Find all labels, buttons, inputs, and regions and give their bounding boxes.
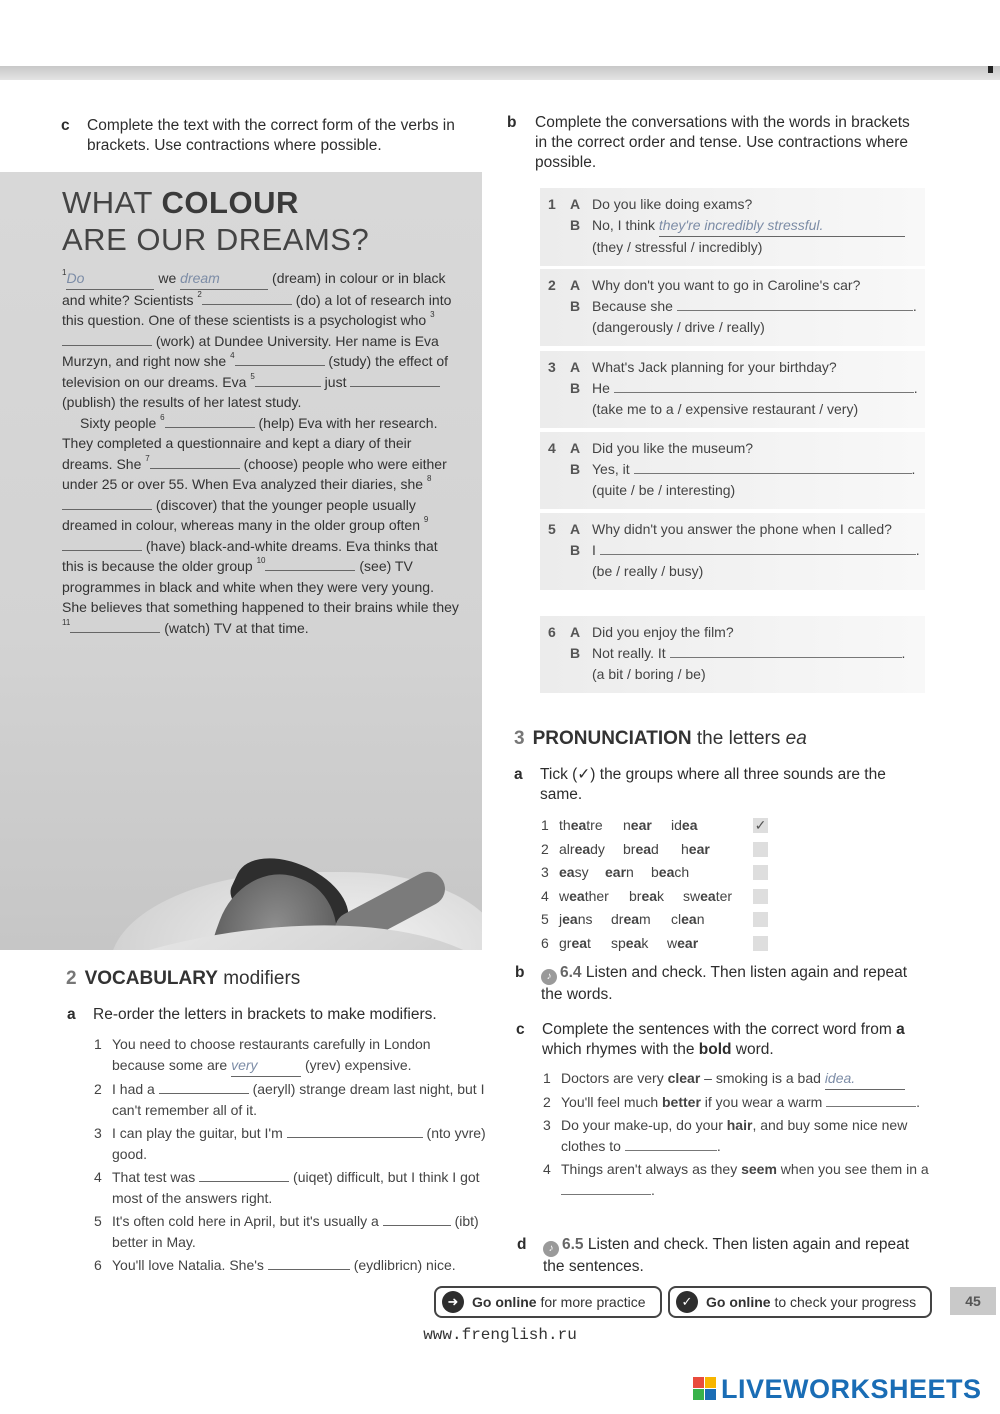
tick-box[interactable] xyxy=(753,936,768,951)
pronunciation-a-instruction: a Tick (✓) the groups where all three sounds are the same. xyxy=(514,766,886,803)
rhyme-sentences xyxy=(543,1068,938,1203)
conversation-6: 6 A Did you enjoy the film? B Not really. It . (a bit / boring / be) xyxy=(540,616,925,693)
audio-cd-icon[interactable]: ♪ xyxy=(541,969,557,985)
gap-9[interactable] xyxy=(62,537,142,551)
list-item: 1 Doctors are very clear – smoking is a bad idea. xyxy=(543,1068,938,1090)
tick-box[interactable] xyxy=(753,865,768,880)
gap-3[interactable] xyxy=(62,332,152,346)
gap-5b[interactable] xyxy=(350,373,440,387)
list-item: 4 That test was (uiqet) difficult, but I think I got most of the answers right. xyxy=(94,1169,480,1206)
article-paragraph-2: Sixty people $^6$ (help) Eva with her research. They completed a questionnaire and kept a diary of their dreams. She $^7$ (choose) people who were either under 25 or over 55. When Eva analyzed their diaries, she $^8$ (discover) that the younger people usually dreamed in colour, whereas many in the older group often $^9$ (have) black-and-white dreams. Eva thinks that this is because the older group $^{10}$ (see) TV programmes in black and white when they were very young. She believes that something happened to their brains while they $^{11}$ (watch) TV at that time. xyxy=(62,412,459,636)
article-paragraph-1: $^1$Do we dream (dream) in colour or in black and white? Scientists $^2$ (do) a lot of research into this question. One of these scientists is a psychologist who $^3$ (work) at Dundee University. Her name is Eva Murzyn, and right now she $^4$ (study) the effect of television on our dreams. Eva $^5$ just (publish) the results of her latest study. xyxy=(62,268,452,410)
gap-7[interactable] xyxy=(150,455,240,469)
gap-4[interactable] xyxy=(235,352,325,366)
page-corner-mark xyxy=(988,66,993,73)
list-item: 3 I can play the guitar, but I'm (nto yvre) good. xyxy=(94,1125,486,1162)
vocabulary-heading: 2 VOCABULARY modifiers xyxy=(66,968,301,989)
site-url[interactable]: www.frenglish.ru xyxy=(423,1326,577,1344)
vocab-gap-2[interactable] xyxy=(159,1080,249,1094)
tick-box[interactable] xyxy=(753,889,768,904)
pronunciation-heading: 3 PRONUNCIATION the letters ea xyxy=(514,728,807,749)
vocabulary-list xyxy=(94,1034,486,1278)
vocab-answer-1[interactable]: very xyxy=(231,1055,301,1077)
rhyme-gap-3[interactable] xyxy=(625,1137,717,1151)
exercise-letter: c xyxy=(61,117,70,134)
go-online-practice-button[interactable]: ➜ Go online for more practice xyxy=(434,1286,662,1318)
conversation-gap-5[interactable] xyxy=(600,541,916,555)
list-item: 4 Things aren't always as they seem when you see them in a . xyxy=(543,1161,929,1198)
list-item: 1 You need to choose restaurants carefully in London because some are very (yrev) expensive. xyxy=(94,1034,486,1077)
pronunciation-d-instruction: d ♪ 6.5 Listen and check. Then listen again and repeat the sentences. xyxy=(517,1236,910,1275)
list-item: 5 It's often cold here in April, but it's usually a (ibt) better in May. xyxy=(94,1213,479,1250)
article-title: WHAT COLOUR ARE OUR DREAMS? xyxy=(62,185,370,257)
article-body xyxy=(62,268,462,638)
vocab-gap-3[interactable] xyxy=(287,1124,423,1138)
conversation-gap-6[interactable] xyxy=(670,644,902,658)
exercise-b-instruction: b Complete the conversations with the words in brackets in the correct order and tense. Use contractions where possible. xyxy=(507,114,910,171)
rhyme-gap-4[interactable] xyxy=(561,1181,651,1195)
conversation-gap-3[interactable] xyxy=(614,379,914,393)
vocab-gap-6[interactable] xyxy=(268,1256,350,1270)
tick-box[interactable]: ✓ xyxy=(754,817,767,833)
gap-8[interactable] xyxy=(62,496,152,510)
exercise-c-instruction: c Complete the text with the correct form of the verbs in brackets. Use contractions where possible. xyxy=(61,117,455,154)
conversation-1: 1 A Do you like doing exams? B No, I think they're incredibly stressful. (they / stressful / incredibly) xyxy=(540,188,925,266)
liveworksheets-logo[interactable]: LIVEWORKSHEETS xyxy=(693,1374,982,1408)
vocabulary-instruction: a Re-order the letters in brackets to make modifiers. xyxy=(67,1006,437,1023)
pronunciation-c-instruction: c Complete the sentences with the correct word from a which rhymes with the bold word. xyxy=(516,1021,905,1058)
gap-11[interactable] xyxy=(70,619,160,633)
list-item: 2 I had a (aeryll) strange dream last night, but I can't remember all of it. xyxy=(94,1081,485,1118)
liveworksheets-grid-icon xyxy=(693,1377,717,1401)
list-item: 2 You'll feel much better if you wear a warm . xyxy=(543,1094,921,1110)
conversation-4: 4 A Did you like the museum? B Yes, it . (quite / be / interesting) xyxy=(540,432,925,509)
conversation-2: 2 A Why don't you want to go in Caroline's car? B Because she . (dangerously / drive / really) xyxy=(540,269,925,346)
page-top-bar xyxy=(0,66,1000,80)
answer-1[interactable]: Do xyxy=(66,268,154,290)
pronunciation-b-instruction: b ♪ 6.4 Listen and check. Then listen again and repeat the words. xyxy=(515,964,908,1003)
gap-6[interactable] xyxy=(165,414,255,428)
go-online-arrow-icon: ➜ xyxy=(442,1291,464,1313)
sleeping-man-photo xyxy=(0,852,482,950)
rhyme-gap-2[interactable] xyxy=(826,1093,916,1107)
vocab-gap-4[interactable] xyxy=(199,1168,289,1182)
gap-2[interactable] xyxy=(202,291,292,305)
gap-5a[interactable] xyxy=(255,373,321,387)
list-item: 6 You'll love Natalia. She's (eydlibricn) nice. xyxy=(94,1257,456,1273)
gap-10[interactable] xyxy=(265,557,355,571)
tick-box[interactable] xyxy=(753,912,768,927)
conversation-answer-1[interactable]: they're incredibly stressful. xyxy=(659,215,905,237)
rhyme-answer-1[interactable]: idea. xyxy=(825,1068,905,1090)
go-online-progress-button[interactable]: ✓ Go online to check your progress xyxy=(668,1286,932,1318)
check-circle-icon: ✓ xyxy=(676,1291,698,1313)
conversation-3: 3 A What's Jack planning for your birthday? B He . (take me to a / expensive restaurant / very) xyxy=(540,351,925,428)
answer-1b[interactable]: dream xyxy=(180,268,268,290)
conversation-gap-4[interactable] xyxy=(634,460,912,474)
page-number: 45 xyxy=(950,1287,996,1315)
vocab-gap-5[interactable] xyxy=(383,1212,451,1226)
audio-cd-icon[interactable]: ♪ xyxy=(543,1241,559,1257)
conversation-gap-2[interactable] xyxy=(677,297,913,311)
conversation-5: 5 A Why didn't you answer the phone when I called? B I . (be / really / busy) xyxy=(540,513,925,590)
tick-box[interactable] xyxy=(753,842,768,857)
list-item: 3 Do your make-up, do your hair, and buy some nice new clothes to . xyxy=(543,1117,908,1154)
